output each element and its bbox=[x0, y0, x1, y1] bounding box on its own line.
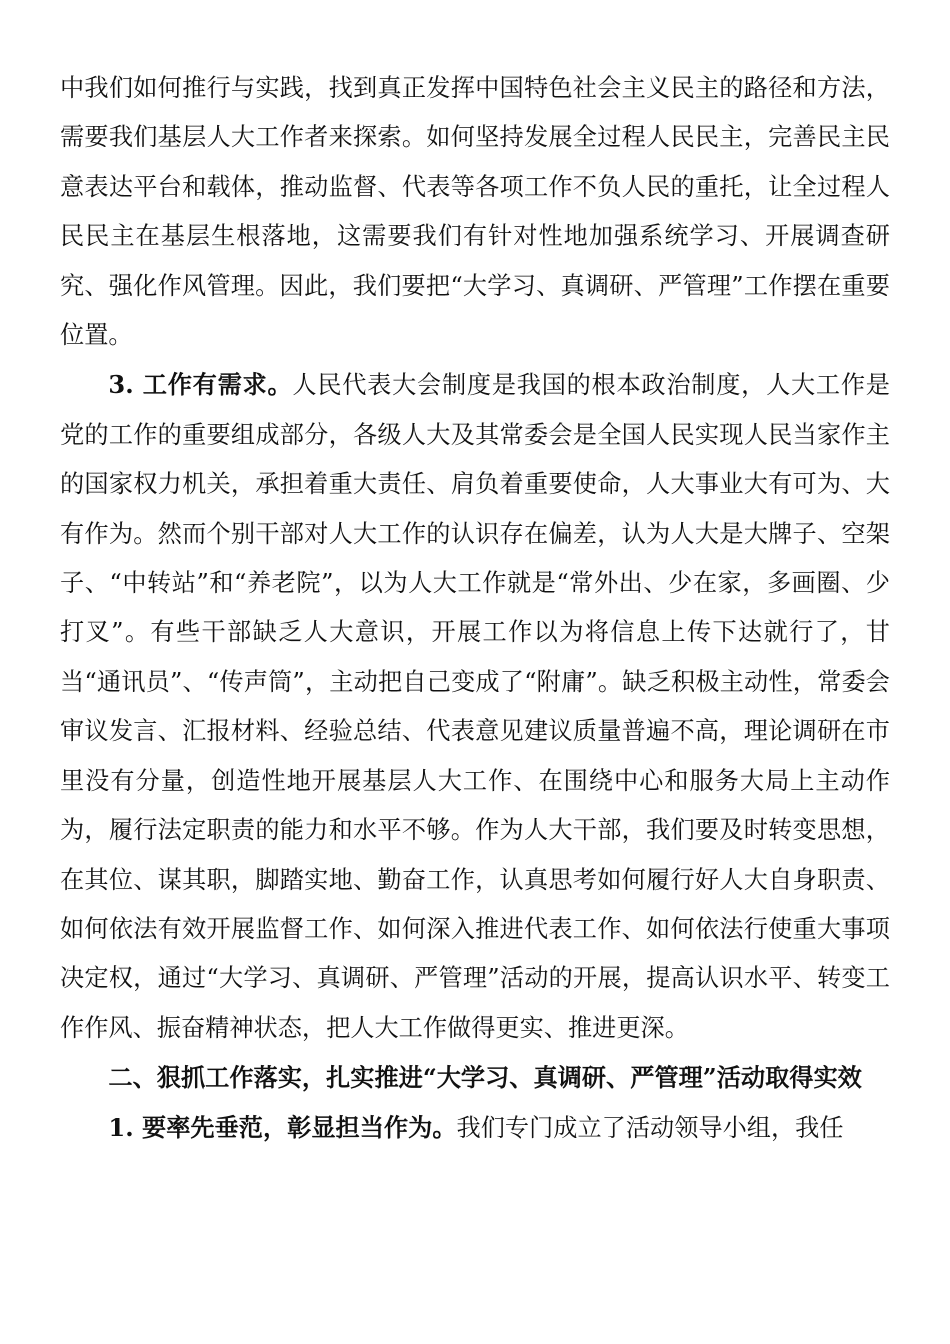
paragraph-lead-heading: 3. 工作有需求。 bbox=[108, 370, 293, 400]
section-heading-text: 二、狠抓工作落实，扎实推进“大学习、真调研、严管理”活动取得实效 bbox=[108, 1063, 862, 1093]
paragraph-text: 人民代表大会制度是我国的根本政治制度，人大工作是党的工作的重要组成部分，各级人大及其常委会是全国人民实现人民当家作主的国家权力机关，承担着重大责任、肩负着重要使命，人大事业大有可为、大有作为。然而个别干部对人大工作的认识存在偏差，认为人大是大牌子、空架子、“中转站”和“养老院”，以为人大工作就是“常外出、少在家，多画圈、少打叉”。有些干部缺乏人大意识，开展工作以为将信息上传下达就行了，甘当“通讯员”、“传声筒”，主动把自己变成了“附庸”。缺乏积极主动性，常委会审议发言、汇报材料、经验总结、代表意见建议质量普遍不高，理论调研在市里没有分量，创造性地开展基层人大工作、在围绕中心和服务大局上主动作为，履行法定职责的能力和水平不够。作为人大干部，我们要及时转变思想，在其位、谋其职，脚踏实地、勤奋工作，认真思考如何履行好人大自身职责、如何依法有效开展监督工作、如何深入推进代表工作、如何依法行使重大事项决定权，通过“大学习、真调研、严管理”活动的开展，提高认识水平、转变工作作风、振奋精神状态，把人大工作做得更实、推进更深。 bbox=[60, 371, 890, 1042]
paragraph-text: 我们专门成立了活动领导小组，我任 bbox=[456, 1113, 844, 1142]
paragraph-text: 中我们如何推行与实践，找到真正发挥中国特色社会主义民主的路径和方法，需要我们基层人大工作者来探索。如何坚持发展全过程人民民主，完善民主民意表达平台和载体，推动监督、代表等各项工作不负人民的重托，让全过程人民民主在基层生根落地，这需要我们有针对性地加强系统学习、开展调查研究、强化作风管理。因此，我们要把“大学习、真调研、严管理”工作摆在重要位置。 bbox=[60, 74, 890, 350]
paragraph-work-demand bbox=[60, 360, 890, 1053]
paragraph-lead-by-example bbox=[60, 1103, 890, 1153]
paragraph-lead-heading: 1. 要率先垂范，彰显担当作为。 bbox=[108, 1112, 457, 1142]
section-heading-2 bbox=[60, 1053, 890, 1102]
document-page bbox=[60, 64, 890, 1153]
paragraph-intro-continuation bbox=[60, 64, 890, 360]
